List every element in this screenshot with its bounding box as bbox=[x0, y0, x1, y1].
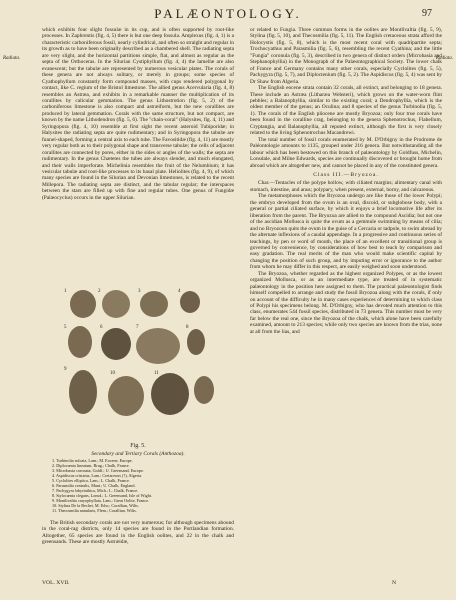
legend-item: 11. Thecosmilia annularis, Flem.; Corallian, Wilts. bbox=[52, 507, 137, 513]
figure-number: 9 bbox=[64, 367, 67, 372]
legend-item: 8. Stylocœnia clegans, Lonsd.; L. Greensand, Isle of Wight. bbox=[52, 492, 153, 498]
paragraph: The British secondary corals are not very numerous; for although specimens abound in the coral-rag districts, only 14 species are found in the Portlandian formation. Altogether, 65 species are found in the English oolites, and 22 in the chalk and greensands. These are mostly Astræidæ, bbox=[42, 520, 234, 546]
paragraph: The metamorphoses which the Bryozoa undergo are like those of the lower Polypi; the embryo developed from the ovum is an oval, discoid, or subglobose body, with a general or partial ciliated surface, by which it enjoys a brief locomotive life after its liberation from the parent. The Bryozoa are allied to the compound Ascidia; but not one of the ascidian Mollusca is quite the ovum as a gemmule swimming by means of cilia; and no Bryozoon quits the ovum in the guise of a Cercaria or tadpole, to swim abroad by the alternate inflexions of a caudal appendage. In a progressive and continuous series of teachings, by pen or word of mouth, the place of an excellent or transitional group is governed by convenience, by considerations of how best to teach by comparison and easy gradation. The real merits of the man who would make scientific capital by changing the position of such group, and by imputing error or ignorance to the author from whom he may differ in this respect, are easily weighed and soon understood. bbox=[250, 193, 442, 271]
footer-volume: VOL. XVII. bbox=[42, 580, 70, 586]
figure-number: 5 bbox=[64, 325, 67, 330]
page-number: 97 bbox=[422, 8, 432, 19]
paragraph: The English eocene strata contain 32 corals, all extinct, and belonging to 18 genera. These include an Astræa (Litharæa Websteri), which grows on the water-worn flint pebbles; a Balanophyllia, similar to the existing coral; a Dendrophyllia, which is the oldest member of the genus; an Oculina; and 8 species of the genus Turbinolia (fig. 5, 1). The corals of the English pliocene are mostly Bryozoa; only four true corals have been found in the coralline crag, belonging to the genera Sphenotrochus, Flabellum, Cryptangia, and Balanophyllia, all reputed extinct, although the first is very closely related to the living Sphenotrochus Macandrewi. bbox=[250, 85, 442, 137]
coral-figure bbox=[194, 376, 214, 404]
figure-caption: Secondary and Tertiary Corals (Anthozoa). bbox=[91, 451, 185, 457]
coral-illustration-plate bbox=[58, 284, 218, 437]
coral-figure bbox=[102, 290, 130, 318]
paragraph: The Bryozoa, whether regarded as the highest organized Polypes, or as the lowest organized Mollusca, or as an intermediate type, are treated of in systematic palæontology in the position here assigned to them. The practical palæontologist finds himself compelled to arrange and study the fossil Bryozoa along with the corals, if only on account of the difficulty he in many cases experiences of determining to which class of Polypi his specimens belong. M. D'Orbigny, who has devoted much attention to this class, enumerates 544 fossil species, distributed in 73 genera. This number must be very far below the real one, since the Bryozoa of the chalk, which alone have been carefully examined, amount to 213 species; while only two species are known from the trias, none at all from the lias, and bbox=[250, 270, 442, 335]
left-column bbox=[42, 27, 234, 201]
running-title: PALÆONTOLOGY. bbox=[154, 6, 302, 21]
figure-number: 10 bbox=[110, 371, 115, 376]
figure-number: 1 bbox=[64, 289, 67, 294]
paragraph: The total number of fossil corals enumerated by M. D'Orbigny in the Prodrome de Paléontologie amounts to 1135, grouped under 216 genera. But notwithstanding all the labour which has been bestowed on this branch of palæontology by Goldfuss, Michelin, Lonsdale, and Milne Edwards, species are continually discovered or brought home from abroad which are altogether new, and cannot be placed in any of the constituted genera. bbox=[250, 136, 442, 169]
right-column bbox=[250, 27, 442, 335]
footer-signature: N bbox=[392, 580, 397, 586]
figure-number: 2 bbox=[98, 289, 101, 294]
section-heading: Class III.—Bryozoa. bbox=[313, 171, 379, 178]
legend-item: 7. Pachygyra labyrinthica, Mich.; L. Chalk, France. bbox=[52, 487, 139, 493]
legend-item: 2. Diplocœnia lineatum, Brug.; Chalk, France. bbox=[52, 462, 130, 468]
paragraph: which exhibits four slight fossulæ in its cup, and is often supported by root-like processes. In Zaphrentis (fig. 4, 5) there is but one deep fossula. Amplexus (fig. 4, 1) is a characteristic carboniferous fossil, nearly cylindrical, and often so straight and regular in its growth as to have been originally described as a chambered shell. The radiating septa are very slight, and the horizontal partitions simple, flat, and almost as regular as the septa of the Orthoceras. In the Silurian Cystiphyllum (fig. 4, 4) the lamellæ are also evanescent; but the tabulæ are represented by numerous vesicular plates. The corals of these genera are not always solitary, or merely in groups; some species of Cyathophyllum constantly form compound masses, with cups rendered polygonal by contact, like C. regium of the Bristol limestone. The allied genus Acervularia (fig. 4, 8) resembles an Astræa, and exhibits in a remarkable manner the multiplication of its corallites by calicular gemmation. The genus Lithostrotion (fig. 5, 2) of the carboniferous limestone is also compact and astræiform, but the new corallites are produced by lateral gemmation. Corals with the same structure, but not compact, are known by the name Lithodendron (fig. 5, 6). The "chain-coral" (Halysites, fig. 4, 11) and Syringopora (fig. 4, 10) resemble at first sight the recent asteroid Tubiporidæ; in Halysites the radiating septa are quite rudimentary; and in Syringopora the tabulæ are funnel-shaped, forming a central axis to each tube. The Favositidæ (fig. 4, 11) are mostly very regular both as to their polygonal shape and transverse tabulæ; the cells of adjacent corallites are connected by pores, either in the sides or angles of the walls; the septa are rudimentary. In the genus Chætetes the tubes are always slender, and much elongated, and their walls imperforate. Michelinia resembles the fruit of the Nelumbium; it has vesicular tabulæ and root-like processes to its basal plate. Heliolites (fig. 4, 9), of which many species are found in the Silurian and Devonian limestones, is related to the recent Millepora. The radiating septa are distinct, and the tabular regular; the interspaces between the stars are filled up with fine and regular tubes. One genus of Fungidæ (Palæocyclus) occurs in the upper Silurian. bbox=[42, 27, 234, 201]
figure-number: 6 bbox=[100, 325, 103, 330]
figure-number: 7 bbox=[136, 325, 139, 330]
figure-title: Fig. 5. bbox=[130, 443, 146, 449]
legend-item: 6. Parasmilia centralis, Mant.; U. Chalk, England. bbox=[52, 482, 136, 488]
coral-figure bbox=[136, 328, 180, 364]
left-column-bottom bbox=[42, 520, 234, 546]
legend-item: 9. Montlivaltia caryophyllata, Lam.; Great Oolite, France. bbox=[52, 497, 150, 503]
figure-number: 3 bbox=[138, 289, 141, 294]
margin-note-left: Radiata. bbox=[3, 56, 21, 61]
coral-figure bbox=[180, 291, 200, 313]
coral-figure bbox=[140, 291, 168, 317]
coral-figure bbox=[69, 370, 97, 414]
legend-item: 4. Aspidiscus cristatus, Lam.; Cretaceous (?), Algeria. bbox=[52, 472, 143, 478]
figure-number: 8 bbox=[186, 325, 189, 330]
legend-item: 5. Cyclolites elliptica, Lam.; L. Chalk, France. bbox=[52, 477, 130, 483]
paragraph: Char.—Tentacles of the polype hollow, with ciliated margins; alimentary canal with stomach, intestine, and anus; polypary, when present, external, horny, and calcareous. bbox=[250, 180, 442, 193]
paragraph: or related to Fungia. Three common forms in the oolites are Montlivaltia (fig. 5, 9), Stylina (fig. 5, 10), and Thecosmilia (fig. 5, 11). The English cretaceous strata afford the Holocystis (fig. 5, 8), which is the most recent coral with quadripartite septa; Trochocyathus and Parasmilia (fig. 5, 6), resembling the recent Cyathina; and the little "Fungia" coronula (fig. 5, 3), described in two genera of distinct orders (Microbasia and Stephanophyllia) in the Monograph of the Palæontographical Society. The lower chalk of France and Germany contains many other corals, especially Cyclolites (fig. 5, 5), Pachygyra (fig. 5, 7), and Diploctenium (fig. 5, 2). The Aspidiscus (fig. 5, 4) was sent by Dr Shaw from Algeria. bbox=[250, 27, 442, 85]
figure-number: 11 bbox=[154, 371, 159, 376]
figure-number: 4 bbox=[178, 289, 181, 294]
coral-figure bbox=[108, 376, 144, 416]
coral-figure bbox=[101, 328, 131, 360]
coral-figure bbox=[68, 326, 92, 358]
margin-note-right: Radiata. bbox=[435, 56, 453, 61]
coral-figure bbox=[187, 329, 205, 355]
legend-item: 10. Stylina De la Bechei, M. Edw.; Corallian, Wilts. bbox=[52, 502, 139, 508]
coral-figure bbox=[70, 290, 96, 318]
legend-item: 1. Turbinolia sulcata, Lam.; M. Eocene, Europe. bbox=[52, 458, 133, 463]
legend-item: 3. Microbasia coronata, Goldf.; U. Greensand, Europe. bbox=[52, 467, 144, 473]
figure-legend bbox=[52, 459, 232, 513]
coral-figure bbox=[151, 373, 189, 415]
